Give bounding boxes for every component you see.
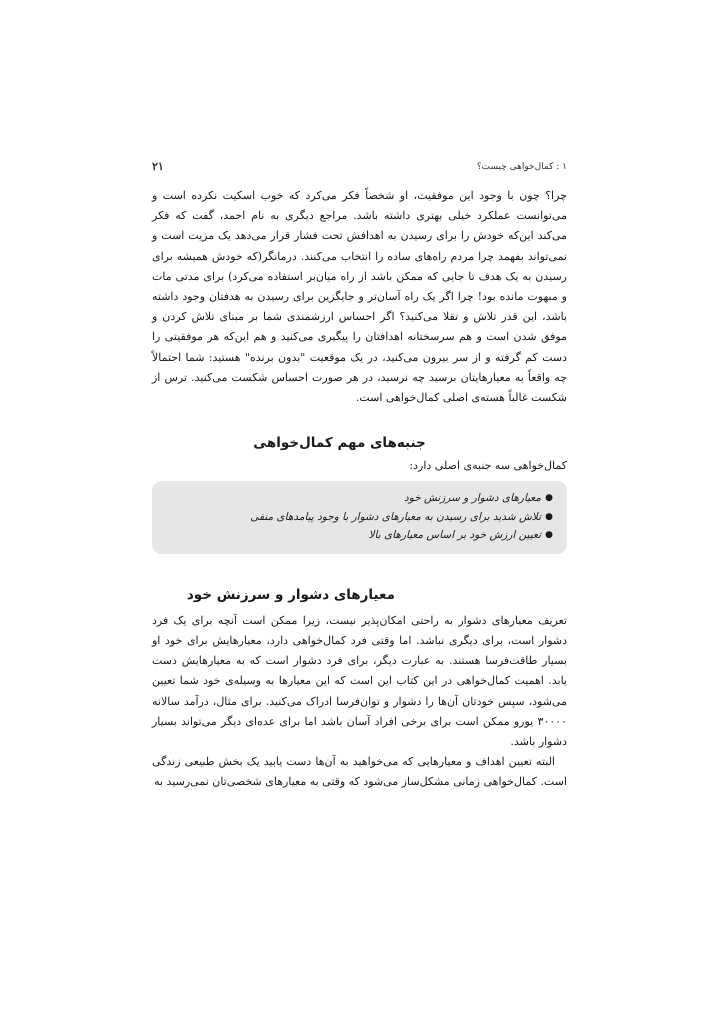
section-heading: معیارهای دشوار و سرزنش خود bbox=[186, 586, 395, 603]
body-paragraph: البته تعیین اهداف و معیارهایی که می‌خواهید به آن‌ها دست یابید یک بخش طبیعی زندگی است. کمال‌خواهی زمانی مشکل‌ساز می‌شود که وقتی به معیارهای شخصی‌تان نمی‌رسید به bbox=[152, 755, 567, 789]
aspects-list bbox=[162, 489, 553, 545]
document-page bbox=[152, 160, 567, 793]
page-header bbox=[152, 160, 567, 182]
aspects-box bbox=[152, 481, 567, 554]
list-item: ● معیارهای دشوار و سرزنش خود bbox=[162, 489, 553, 508]
bullet-icon: ● bbox=[545, 493, 553, 504]
bullet-icon: ● bbox=[545, 530, 553, 541]
section-intro: کمال‌خواهی سه جنبه‌ی اصلی دارد: bbox=[409, 459, 567, 473]
page-number: ۲۱ bbox=[152, 160, 164, 173]
section-difficult-standards bbox=[152, 587, 567, 793]
running-chapter-title: ۱ : کمال‌خواهی چیست؟ bbox=[476, 162, 567, 172]
section-heading: جنبه‌های مهم کمال‌خواهی bbox=[253, 435, 426, 452]
list-item: ● تلاش شدید برای رسیدن به معیارهای دشوار با وجود پیامدهای منفی bbox=[162, 508, 553, 527]
body-paragraph: تعریف معیارهای دشوار به راحتی امکان‌پذیر نیست، زیرا ممکن است آنچه برای یک فرد دشوار است، برای دیگری نباشد. اما وقتی فرد کمال‌خواهی دارد، معیارهایش برای خود او بسیار طاقت‌فرسا هستند. به عبارت دیگر، برای فرد دشوار است که به معیارهایش دست یابد. اهمیت کمال‌خواهی در این کتاب این است که این معیارها به وسیله‌ی خود شما تعیین می‌شود، سپس خودتان آن‌ها را دشوار و توان‌فرسا ادراک می‌کنید. برای مثال، درآمد سالانه ۳۰۰۰۰ یورو ممکن است برای برخی افراد آسان باشد اما برای عده‌ای دیگر می‌تواند بسیار دشوار باشد. bbox=[152, 613, 567, 748]
body-paragraph: چرا؟ چون با وجود این موفقیت، او شخصاً فکر می‌کرد که خوب اسکیت نکرده است و می‌توانست عملکرد خیلی بهتری داشته باشد. مراجع دیگری به نام احمد، گفت که فکر می‌کند این‌که خودش را برای رسیدن به اهدافش تحت فشار قرار می‌دهد یک مزیت است و نمی‌تواند بفهمد چرا مردم راه‌های ساده را انتخاب می‌کنند. درمانگر(که خودش همیشه برای رسیدن به یک هدف تا جایی که ممکن باشد از راه میان‌بر استفاده می‌کرد) برای مدتی مات و مبهوت مانده بود! چرا اگر یک راه آسان‌تر و جایگزین برای رسیدن به هدفتان وجود داشته باشد، این قدر تلاش و تقلا می‌کنید؟ اگر احساس ارزشمندی شما بر مبنای تلاش کردن و موفق شدن است و هم سرسختانه اهدافتان را پیگیری می‌کنید و هم این‌که هر موفقیتی را دست کم گرفته و از سر بیرون می‌کنید، در یک موقعیت "بدون برنده" هستید: شما احتمالاً چه واقعاً به معیارهایتان برسید چه نرسید، در هر صورت احساس شکست می‌کنید. ترس از شکست غالباً هسته‌ی اصلی کمال‌خواهی است. bbox=[152, 189, 567, 405]
section-important-aspects bbox=[152, 435, 567, 554]
list-item: ● تعیین ارزش خود بر اساس معیارهای بالا bbox=[162, 526, 553, 545]
bullet-icon: ● bbox=[545, 511, 553, 522]
